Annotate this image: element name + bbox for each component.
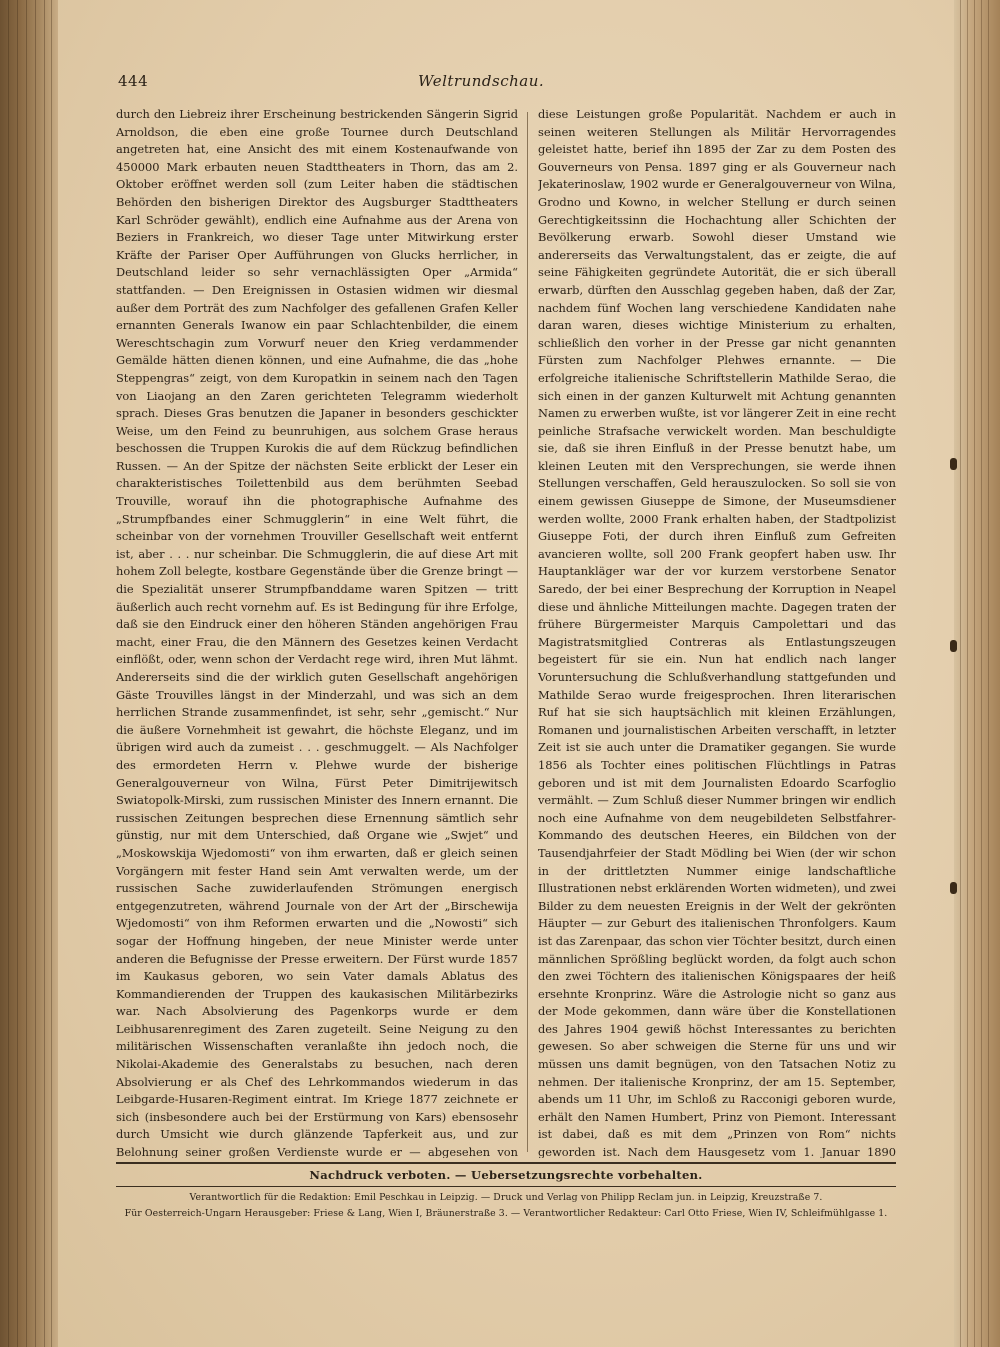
text-column-left: durch den Liebreiz ihrer Erscheinung bestrickenden Sängerin Sigrid Arnoldson, die eben eine große Tournee durch Deutschland angetreten hat, eine Ansicht des mit einem Kostenaufwande von 450000 Mark erbauten neuen Stadttheaters in Thorn, das am 2. Oktober eröffnet werden soll (zum Leiter haben die städtischen Behörden den bisherigen Direktor des Augsburger Stadttheaters Karl Schröder gewählt), endlich eine Aufnahme aus der Arena von Beziers in Frankreich, wo dieser Tage unter Mitwirkung erster Kräfte der Pariser Oper Aufführungen von Glucks herrlicher, in Deutschland leider so sehr vernachlässigten Oper „Armida“ stattfanden. — Den Ereignissen in Ostasien widmen wir diesmal außer dem Porträt des zum Nachfolger des gefallenen Grafen Keller ernannten Generals Iwanow ein paar Schlachtenbilder, die einem Wereschtschagin zum Vorwurf neuer den Krieg verdammender Gemälde hätten dienen können, und eine Aufnahme, die das „hohe Steppengras“ zeigt, von dem Kuropatkin in seinem nach den Tagen von Liaojang an den Zaren gerichteten Telegramm wiederholt sprach. Dieses Gras benutzen die Japaner in besonders geschickter Weise, um den Feind zu beunruhigen, aus solchem Grase heraus beschossen die Truppen Kurokis die auf dem Rückzug befindlichen Russen. — An der Spitze der nächsten Seite erblickt der Leser ein charakteristisches Toilettenbild aus dem berühmten Seebad Trouville, worauf ihn die photographische Aufnahme des „Strumpfbandes einer Schmugglerin“ in eine Welt führt, die scheinbar von der vornehmen Trouviller Gesellschaft weit entfernt ist, aber . . . nur scheinbar. Die Schmugglerin, die auf diese Art mit hohem Zoll belegte, kostbare Gegenstände über die Grenze bringt — die Spezialität unserer Strumpfbanddame waren Spitzen — tritt äußerlich auch recht vornehm auf. Es ist Bedingung für ihre Erfolge, daß sie den Eindruck einer den höheren Ständen angehörigen Frau macht, einer Frau, die den Männern des Gesetzes keinen Verdacht einflößt, oder, wenn schon der Verdacht rege wird, ihren Mut lähmt. Andererseits sind die der wirklich guten Gesellschaft angehörigen Gäste Trouvilles längst in der Minderzahl, und was sich an dem herrlichen Strande zusammenfindet, ist sehr, sehr „gemischt.“ Nur die äußere Vornehmheit ist gewahrt, die höchste Eleganz, und im übrigen wird auch da zumeist . . . geschmuggelt. — Als Nachfolger des ermordeten Herrn v. Plehwe wurde der bisherige Generalgouverneur von Wilna, Fürst Peter Dimitrijewitsch Swiatopolk-Mirski, zum russischen Minister des Innern ernannt. Die russischen Zeitungen besprechen diese Ernennung sämtlich sehr günstig, nur mit dem Unterschied, daß Organe wie „Swjet“ und „Moskowskija Wjedomosti“ von ihm erwarten, daß er gleich seinen Vorgängern mit fester Hand sein Amt verwalten werde, um der russischen Sache zuwiderlaufenden Strömungen energisch entgegenzutreten, während Journale von der Art der „Birschewija Wjedomosti“ von ihm Reformen erwarten und die „Nowosti“ sich sogar der Hoffnung hingeben, der neue Minister werde unter anderen die Befugnisse der Presse erweitern. Der Fürst wurde 1857 im Kaukasus geboren, wo sein Vater damals Ablatus des Kommandierenden der Truppen des kaukasischen Militärbezirks war. Nach Absolvierung des Pagenkorps wurde er dem Leibhusarenregiment des Zaren zugeteilt. Seine Neigung zu den militärischen Wissenschaften veranlaßte ihn jedoch noch, die Nikolai-Akademie des Generalstabs zu besuchen, nach deren Absolvierung er als Chef des Lehrkommandos wiederum in das Leibgarde-Husaren-Regiment eintrat. Im Kriege 1877 zeichnete er sich (insbesondere auch bei der Erstürmung von Kars) ebensosehr durch Umsicht wie durch glänzende Tapferkeit aus, und zur Belohnung seiner großen Verdienste wurde er — abgesehen von <box>116 107 518 1158</box>
column-divider <box>527 112 528 1152</box>
copyright-notice: Nachdruck verboten. — Uebersetzungsrechte vorbehalten. <box>309 1168 703 1182</box>
page-stack-edge <box>954 0 1000 1347</box>
imprint-line: Verantwortlich für die Redaktion: Emil Peschkau in Leipzig. — Druck und Verlag von Philipp Reclam jun. in Leipzig, Kreuzstraße 7. <box>189 1192 823 1203</box>
imprint-line: Für Oesterreich-Ungarn Herausgeber: Friese & Lang, Wien I, Bräunerstraße 3. — Verantwortlicher Redakteur: Carl Otto Friese, Wien IV, Schleifmühlgasse 1. <box>124 1208 888 1219</box>
footer-rule-top <box>116 1162 896 1164</box>
binding-stitch <box>950 640 957 652</box>
footer-rule-bottom <box>116 1186 896 1187</box>
text-column-right: diese Leistungen große Popularität. Nachdem er auch in seinen weiteren Stellungen als Militär Hervorragendes geleistet hatte, berief ihn 1895 der Zar zu dem Posten des Gouverneurs von Pensa. 1897 ging er als Gouverneur nach Jekaterinoslaw, 1902 wurde er Generalgouverneur von Wilna, Grodno und Kowno, in welcher Stellung er durch seinen Gerechtigkeitssinn die Hochachtung aller Schichten der Bevölkerung erwarb. Sowohl dieser Umstand wie andererseits das Verwaltungstalent, das er zeigte, die auf seine Fähigkeiten gegründete Autorität, die er sich überall erwarb, dürften den Ausschlag gegeben haben, daß der Zar, nachdem fünf Wochen lang verschiedene Kandidaten nahe daran waren, dieses wichtige Ministerium zu erhalten, schließlich den vorher in der Presse gar nicht genannten Fürsten zum Nachfolger Plehwes ernannte. — Die erfolgreiche italienische Schriftstellerin Mathilde Serao, die sich einen in der ganzen Kulturwelt mit Achtung genannten Namen zu erwerben wußte, ist vor längerer Zeit in eine recht peinliche Strafsache verwickelt worden. Man beschuldigte sie, daß sie ihren Einfluß in der Presse benutzt habe, um kleinen Leuten mit den Versprechungen, sie werde ihnen Stellungen verschaffen, Geld herauszulocken. So soll sie von einem gewissen Giuseppe de Simone, der Museumsdiener werden wollte, 2000 Frank erhalten haben, der Stadtpolizist Giuseppe Foti, der durch ihren Einfluß zum Gefreiten avancieren wollte, soll 200 Frank geopfert haben usw. Ihr Hauptankläger war der vor kurzem verstorbene Senator Saredo, der bei einer Besprechung der Korruption in Neapel diese und ähnliche Mitteilungen machte. Dagegen traten der frühere Bürgermeister Marquis Campolettari und das Magistratsmitglied Contreras als Entlastungszeugen begeistert für sie ein. Nun hat endlich nach langer Voruntersuchung die Schlußverhandlung stattgefunden und Mathilde Serao wurde freigesprochen. Ihren literarischen Ruf hat sie sich hauptsächlich mit kleinen Erzählungen, Romanen und journalistischen Arbeiten verschafft, in letzter Zeit ist sie auch unter die Dramatiker gegangen. Sie wurde 1856 als Tochter eines politischen Flüchtlings in Patras geboren und ist mit dem Journalisten Edoardo Scarfoglio vermählt. — Zum Schluß dieser Nummer bringen wir endlich noch eine Aufnahme von dem neugebildeten Selbstfahrer-Kommando des deutschen Heeres, ein Bildchen von der Tausendjahrfeier der Stadt Mödling bei Wien (der wir schon in der drittletzten Nummer einige landschaftliche Illustrationen nebst erklärenden Worten widmeten), und zwei Bilder zu dem neuesten Ereignis in der Welt der gekrönten Häupter — zur Geburt des italienischen Thronfolgers. Kaum ist das Zarenpaar, das schon vier Töchter besitzt, durch einen männlichen Sprößling beglückt worden, da folgt auch schon den zwei Töchtern des italienischen Königspaares der heiß ersehnte Kronprinz. Wäre die Astrologie nicht so ganz aus der Mode gekommen, dann wäre über die Konstellationen des Jahres 1904 gewiß höchst Interessantes zu berichten gewesen. So aber schweigen die Sterne für uns und wir müssen uns damit begnügen, von den Tatsachen Notiz zu nehmen. Der italienische Kronprinz, der am 15. September, abends um 11 Uhr, im Schloß zu Racconigi geboren wurde, erhält den Namen Humbert, Prinz von Piemont. Interessant ist dabei, daß es mit dem „Prinzen von Rom“ nichts geworden ist. Nach dem Hausgesetz vom 1. Januar 1890 <box>538 107 896 1158</box>
page-number: 444 <box>118 72 149 90</box>
binding-stitch <box>950 882 957 894</box>
running-title: Weltrundschau. <box>418 72 545 90</box>
page-header <box>118 72 912 92</box>
book-binding-edge <box>0 0 58 1347</box>
binding-stitch <box>950 458 957 470</box>
